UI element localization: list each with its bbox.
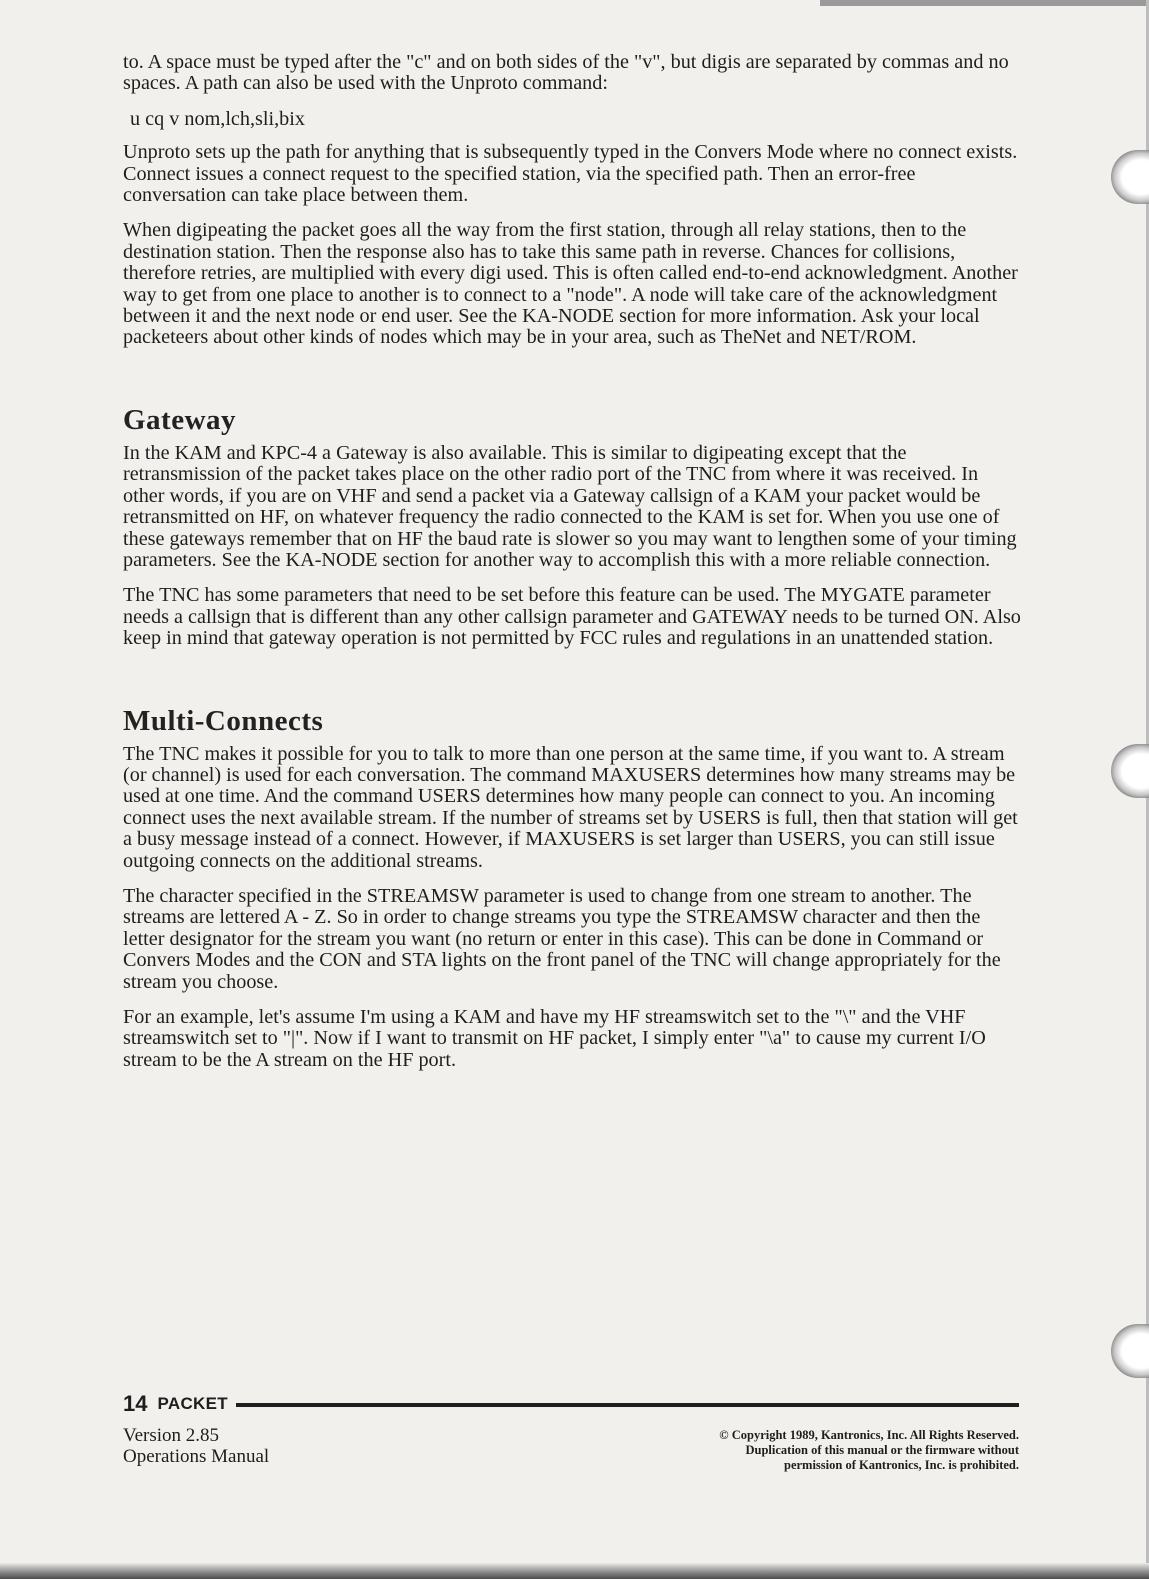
- copyright-line-3: permission of Kantronics, Inc. is prohibited.: [784, 1458, 1019, 1472]
- footer-body: [123, 1425, 1019, 1473]
- binder-hole-2: [1111, 744, 1149, 798]
- multi-connects-paragraph-2: The character specified in the STREAMSW parameter is used to change from one stream to another. The streams are lettered A - Z. So in order to change streams you type the STREAMSW character and then the letter designator for the stream you want (no return or enter in this case). This can be done in Command or Convers Modes and the CON and STA lights on the front panel of the TNC will change appropriately for the stream you choose.: [123, 884, 1001, 993]
- copyright-line-1: © Copyright 1989, Kantronics, Inc. All Rights Reserved.: [719, 1428, 1019, 1442]
- top-edge-mark: [820, 0, 1149, 6]
- page-bottom-edge: [0, 1563, 1149, 1579]
- manual-title: Operations Manual: [123, 1446, 270, 1467]
- section-name: PACKET: [157, 1394, 228, 1413]
- page-content: [123, 52, 1023, 1085]
- gateway-heading: Gateway: [123, 403, 237, 436]
- copyright-notice: [719, 1425, 1019, 1473]
- unproto-code-example: u cq v nom,lch,sli,bix: [130, 107, 305, 130]
- multi-connects-paragraph-3: For an example, let's assume I'm using a KAM and have my HF streamswitch set to the "\" and the VHF streamswitch set to "|". Now if I want to transmit on HF packet, I simply enter "\a" to cause my current I/O stream to be the A stream on the HF port.: [123, 1006, 986, 1071]
- page-footer: [123, 1391, 1019, 1473]
- unproto-paragraph: Unproto sets up the path for anything that is subsequently typed in the Convers Mode where no connect exists. Connect issues a connect request to the specified station, via the specified path. Then an error-free conversation can take place between them.: [123, 141, 1018, 207]
- footer-header: [123, 1391, 1019, 1417]
- version-label: Version 2.85: [123, 1425, 220, 1446]
- gateway-paragraph-1: In the KAM and KPC-4 a Gateway is also available. This is similar to digipeating except that the retransmission of the packet takes place on the other radio port of the TNC from where it was received. In other words, if you are on VHF and send a packet via a Gateway callsign of a KAM your packet would be retransmitted on HF, on whatever frequency the radio connected to the KAM is set for. When you use one of these gateways remember that on HF the baud rate is slower so you may want to lengthen some of your timing parameters. See the KA-NODE section for another way to accomplish this with a more reliable connection.: [123, 441, 1017, 571]
- copyright-line-2: Duplication of this manual or the firmware without: [745, 1443, 1019, 1457]
- footer-rule: [236, 1403, 1019, 1407]
- gateway-paragraph-2: The TNC has some parameters that need to be set before this feature can be used. The MYGATE parameter needs a callsign that is different than any other callsign parameter and GATEWAY needs to be turned ON. Also keep in mind that gateway operation is not permitted by FCC rules and regulations in an unattended station.: [123, 584, 1021, 650]
- intro-paragraph: to. A space must be typed after the "c" and on both sides of the "v", but digis are separated by commas and no spaces. A path can also be used with the Unproto command:: [123, 51, 1009, 95]
- binder-hole-3: [1111, 1324, 1149, 1378]
- footer-left: [123, 1425, 269, 1473]
- multi-connects-paragraph-1: The TNC makes it possible for you to talk to more than one person at the same time, if you want to. A stream (or channel) is used for each conversation. The command MAXUSERS determines how many streams may be used at one time. And the command USERS determines how many people can connect to you. An incoming connect uses the next available stream. If the number of streams set by USERS is full, then that station will get a busy message instead of a connect. However, if MAXUSERS is set larger than USERS, you can still issue outgoing connects on the additional streams.: [123, 742, 1018, 872]
- multi-connects-heading: Multi-Connects: [123, 704, 324, 737]
- digipeating-paragraph: When digipeating the packet goes all the way from the first station, through all relay stations, then to the destination station. Then the response also has to take this same path in reverse. Chances for collisions, therefore retries, are multiplied with every digi used. This is often called end-to-end acknowledgment. Another way to get from one place to another is to connect to a "node". A node will take care of the acknowledgment between it and the next node or end user. See the KA-NODE section for more information. Ask your local packeteers about other kinds of nodes which may be in your area, such as TheNet and NET/ROM.: [123, 219, 1018, 349]
- binder-hole-1: [1111, 150, 1149, 204]
- page-number: 14: [123, 1391, 148, 1416]
